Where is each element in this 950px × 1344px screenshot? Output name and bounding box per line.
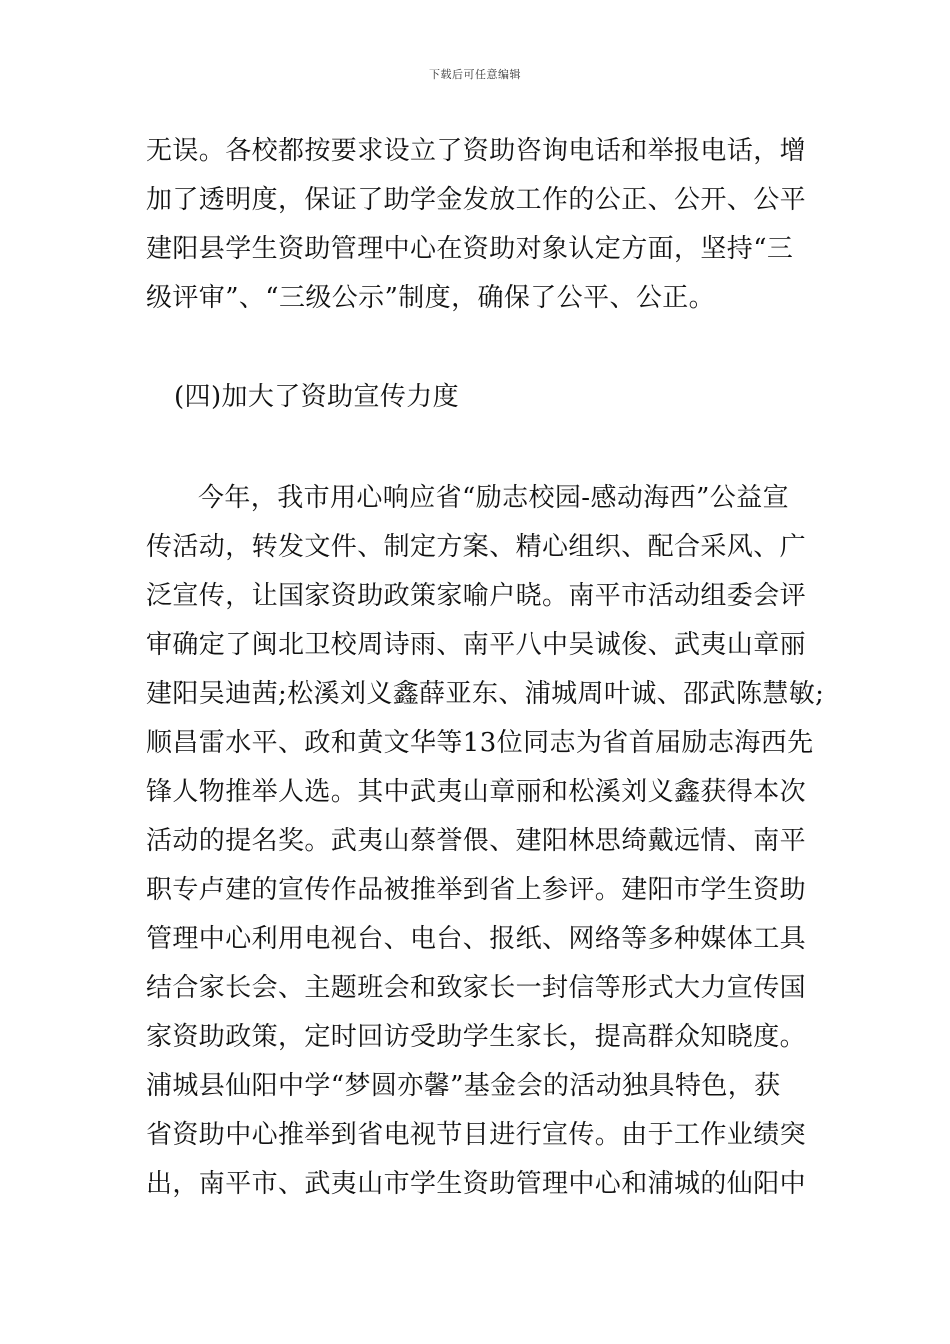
paragraph-funding-transparency (146, 127, 826, 323)
text-line: 建阳县学生资助管理中心在资助对象认定方面，坚持“三 (146, 234, 794, 264)
text-line: 泛宣传，让国家资助政策家喻户晓。南平市活动组委会评 (146, 581, 807, 611)
text-line: 顺昌雷水平、政和黄文华等13位同志为省首届励志海西先 (146, 728, 814, 758)
text-line: 今年，我市用心响应省“励志校园-感动海西”公益宣 (198, 483, 789, 513)
text-line: 锋人物推举人选。其中武夷山章丽和松溪刘义鑫获得本次 (146, 777, 807, 807)
text-line: 结合家长会、主题班会和致家长一封信等形式大力宣传国 (146, 973, 807, 1003)
section-heading (146, 373, 826, 422)
text-line: 建阳吴迪茜;松溪刘义鑫薛亚东、浦城周叶诚、邵武陈慧敏; (146, 679, 825, 709)
text-line: 传活动，转发文件、制定方案、精心组织、配合采风、广 (146, 532, 807, 562)
heading-text: (四)加大了资助宣传力度 (174, 382, 460, 412)
text-line: 家资助政策，定时回访受助学生家长，提高群众知晓度。 (146, 1022, 807, 1052)
text-line: 活动的提名奖。武夷山蔡誉偎、建阳林思绮戴远情、南平 (146, 826, 807, 856)
text-line: 出，南平市、武夷山市学生资助管理中心和浦城的仙阳中 (146, 1169, 807, 1199)
page-header: 下载后可任意编辑 (429, 68, 521, 81)
text-line: 浦城县仙阳中学“梦圆亦馨”基金会的活动独具特色，获 (146, 1071, 781, 1101)
text-line: 职专卢建的宣传作品被推举到省上参评。建阳市学生资助 (146, 875, 807, 905)
text-line: 管理中心利用电视台、电台、报纸、网络等多种媒体工具 (146, 924, 807, 954)
text-line: 加了透明度，保证了助学金发放工作的公正、公开、公平 (146, 185, 807, 215)
text-line: 无误。各校都按要求设立了资助咨询电话和举报电话，增 (146, 136, 807, 166)
text-line: 省资助中心推举到省电视节目进行宣传。由于工作业绩突 (146, 1120, 807, 1150)
text-line: 审确定了闽北卫校周诗雨、南平八中吴诚俊、武夷山章丽 (146, 630, 807, 660)
text-line: 级评审”、“三级公示”制度，确保了公平、公正。 (146, 283, 716, 313)
paragraph-publicity (146, 474, 826, 1209)
